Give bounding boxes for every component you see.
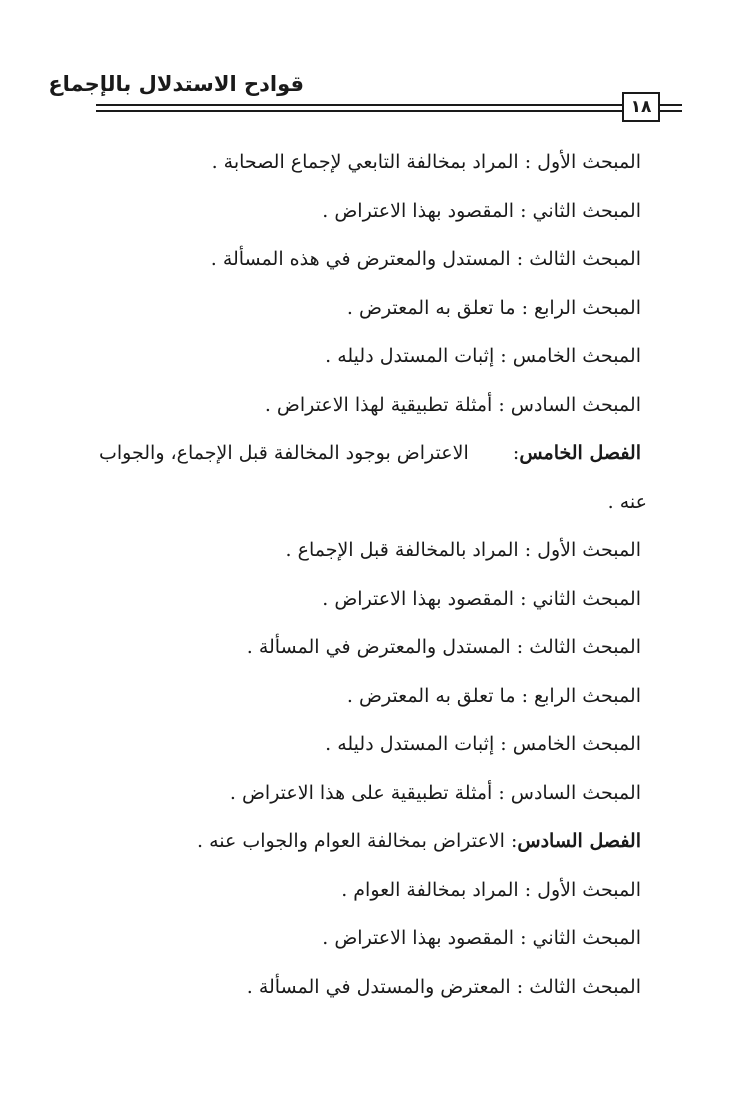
contents-line xyxy=(81,724,641,773)
chapter-title-continuation: عنه . xyxy=(607,490,647,513)
chapter-title: الاعتراض بوجود المخالفة قبل الإجماع، والجواب xyxy=(99,442,469,464)
chapter-title: الاعتراض بمخالفة العوام والجواب عنه . xyxy=(197,830,505,852)
label-separator: : xyxy=(514,199,533,222)
contents-line xyxy=(81,530,641,579)
label-separator: : xyxy=(504,830,518,852)
chapter-line-justified xyxy=(99,433,641,473)
section-label: المبحث الأول xyxy=(537,539,641,561)
section-label: المبحث الثاني xyxy=(532,199,641,222)
contents-line xyxy=(81,142,641,191)
section-label: المبحث الثالث xyxy=(529,975,641,998)
section-label: المبحث الأول xyxy=(537,151,641,173)
section-label: المبحث الخامس xyxy=(512,733,641,755)
section-title: المراد بمخالفة العوام . xyxy=(341,878,519,901)
page-number-box: ١٨ xyxy=(622,92,660,122)
contents-line xyxy=(81,239,641,288)
section-title: المستدل والمعترض في المسألة . xyxy=(246,636,511,658)
label-separator: : xyxy=(518,151,538,173)
section-label: المبحث الخامس xyxy=(512,345,641,367)
label-separator: : xyxy=(510,248,530,270)
chapter-line-continuation xyxy=(81,482,647,531)
chapter-line xyxy=(81,433,641,482)
section-title: المراد بالمخالفة قبل الإجماع . xyxy=(285,539,519,561)
chapter-line xyxy=(81,821,641,870)
label-separator: : xyxy=(492,781,511,804)
header-rule-lower xyxy=(96,110,624,112)
label-separator: : xyxy=(494,733,513,755)
section-title: ما تعلق به المعترض . xyxy=(346,684,516,707)
section-title: المقصود بهذا الاعتراض . xyxy=(322,587,515,610)
page-number-tick-upper xyxy=(660,104,682,106)
section-title: المقصود بهذا الاعتراض . xyxy=(322,927,515,949)
section-title: إثبات المستدل دليله . xyxy=(325,733,495,755)
page-number-tick-lower xyxy=(660,110,682,112)
section-label: المبحث الثالث xyxy=(529,248,641,270)
section-title: المستدل والمعترض في هذه المسألة . xyxy=(210,248,511,270)
contents-line xyxy=(81,579,641,628)
header-rule-upper xyxy=(96,104,624,106)
contents-line xyxy=(81,918,641,967)
label-separator: : xyxy=(514,587,533,610)
contents-list xyxy=(81,142,647,1015)
contents-line xyxy=(81,336,641,385)
contents-line xyxy=(81,967,641,1016)
section-label: المبحث الثاني xyxy=(532,927,641,949)
label-separator: : xyxy=(518,878,538,901)
label-separator: : xyxy=(492,393,511,416)
chapter-head xyxy=(513,433,641,473)
section-label: المبحث الثاني xyxy=(532,587,641,610)
section-title: المعترض والمستدل في المسألة . xyxy=(246,975,511,998)
label-separator: : xyxy=(515,684,535,707)
section-label: المبحث الرابع xyxy=(534,684,641,707)
section-title: ما تعلق به المعترض . xyxy=(346,296,516,319)
contents-line xyxy=(81,191,641,240)
contents-line xyxy=(81,676,641,725)
label-separator: : xyxy=(494,345,513,367)
contents-line xyxy=(81,773,641,822)
section-title: المقصود بهذا الاعتراض . xyxy=(322,199,515,222)
chapter-label: الفصل السادس xyxy=(517,830,641,852)
label-separator: : xyxy=(512,442,520,464)
section-title: أمثلة تطبيقية لهذا الاعتراض . xyxy=(264,393,493,416)
section-title: أمثلة تطبيقية على هذا الاعتراض . xyxy=(229,781,493,804)
contents-line xyxy=(81,870,641,919)
section-label: المبحث السادس xyxy=(510,781,641,804)
contents-line xyxy=(81,627,641,676)
contents-line xyxy=(81,288,641,337)
section-title: إثبات المستدل دليله . xyxy=(325,345,495,367)
section-title: المراد بمخالفة التابعي لإجماع الصحابة . xyxy=(211,151,519,173)
section-label: المبحث الثالث xyxy=(529,636,641,658)
section-label: المبحث الرابع xyxy=(534,296,641,319)
contents-line xyxy=(81,385,641,434)
section-label: المبحث السادس xyxy=(510,393,641,416)
running-title: قوادح الاستدلال بالإجماع xyxy=(48,72,304,96)
label-separator: : xyxy=(514,927,533,949)
label-separator: : xyxy=(518,539,538,561)
section-label: المبحث الأول xyxy=(537,878,641,901)
chapter-label: الفصل الخامس xyxy=(519,442,641,464)
label-separator: : xyxy=(515,296,535,319)
label-separator: : xyxy=(510,636,530,658)
label-separator: : xyxy=(510,975,530,998)
